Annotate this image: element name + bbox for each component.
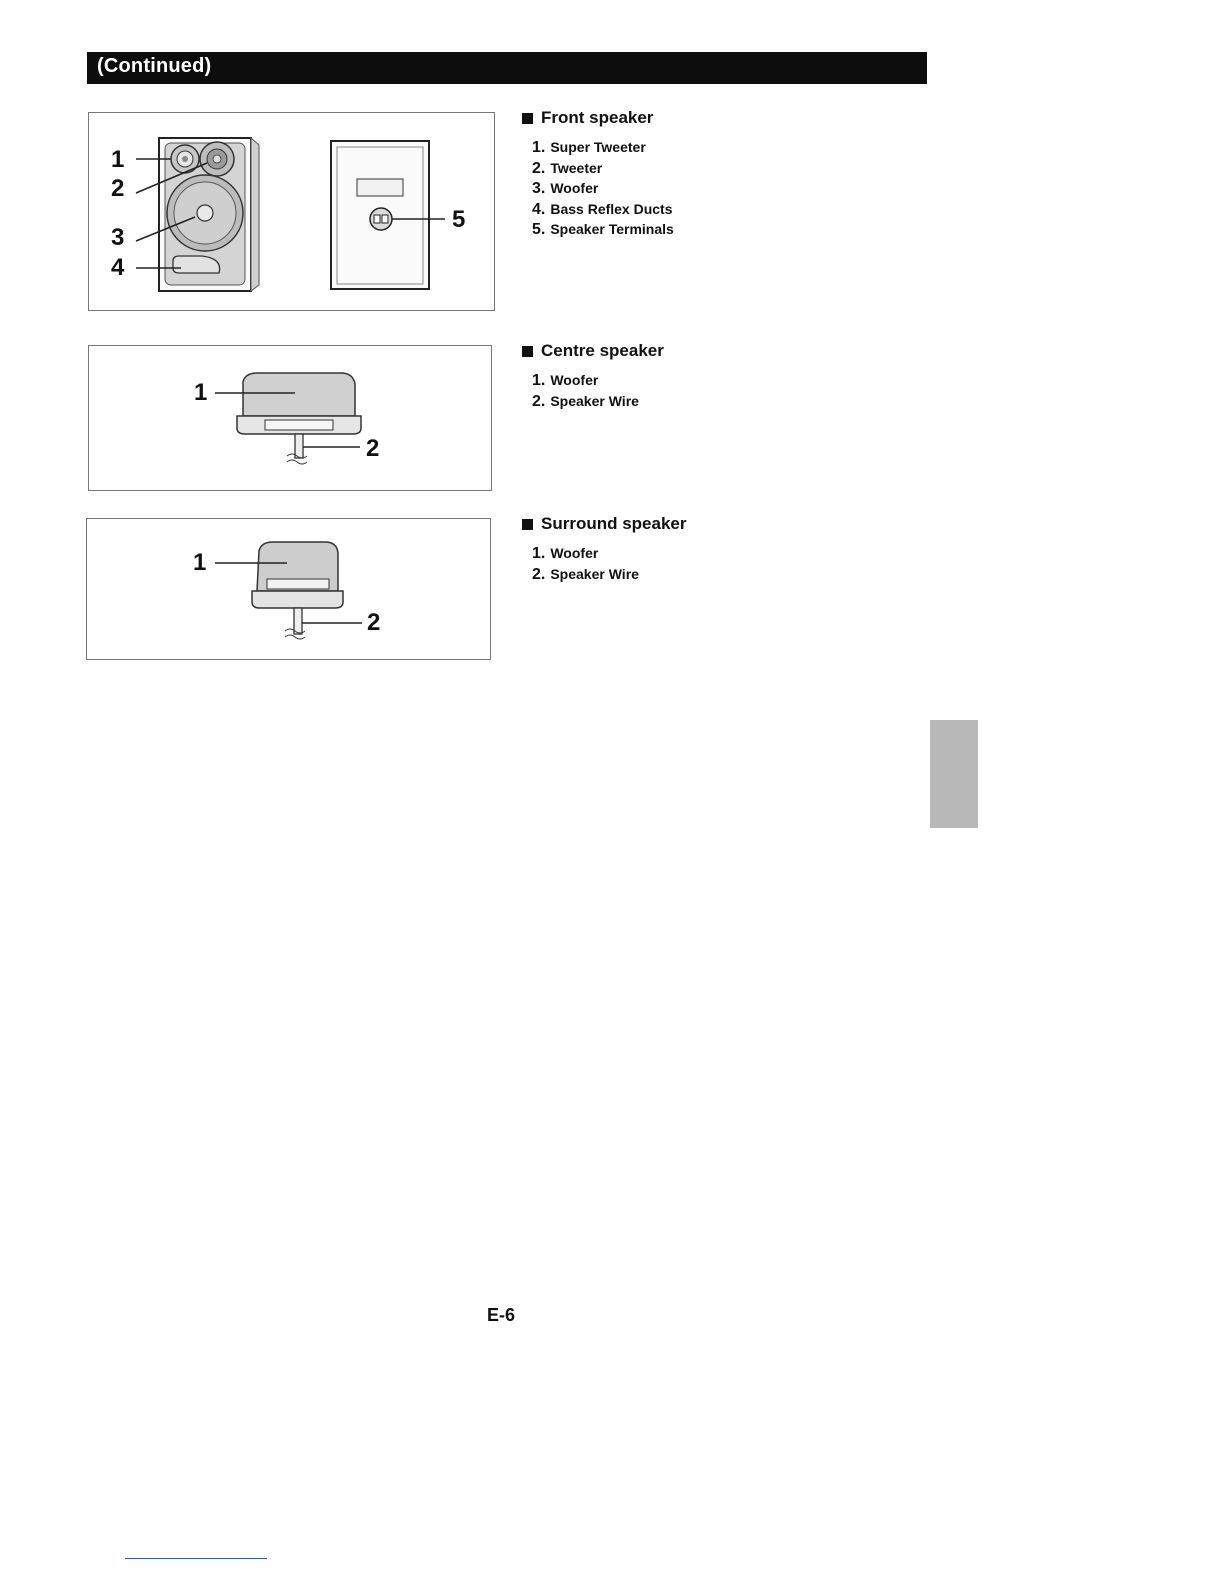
surround-speaker-parts-list [522,543,687,584]
square-bullet-icon [522,113,533,124]
header-bar [87,52,927,84]
square-bullet-icon [522,346,533,357]
callout-bass-reflex-duct: 4 [111,254,125,281]
list-item: 1. Super Tweeter [532,139,646,156]
front-speaker-heading: Front speaker [522,108,674,128]
section-thumb-tab [930,720,978,828]
centre-speaker-heading: Centre speaker [522,341,664,361]
list-item: 2. Tweeter [532,159,603,177]
footer-rule [125,1558,267,1559]
list-item: 3. Woofer [532,180,599,197]
list-item: 4. Bass Reflex Ducts [532,200,673,218]
list-item: 1. Woofer [532,372,599,389]
surround-speaker-figure [86,518,491,660]
front-speaker-parts-list [522,137,674,240]
list-item: 2. Speaker Wire [532,565,639,583]
callout-tweeter: 2 [111,175,125,202]
surround-speaker-drawing [87,519,490,659]
callout-speaker-terminals: 5 [452,206,466,233]
callout-woofer: 3 [111,224,125,251]
square-bullet-icon [522,519,533,530]
front-speaker-drawing [89,113,494,310]
centre-speaker-drawing [89,346,491,490]
centre-speaker-figure [88,345,492,491]
page-title: (Continued) [97,55,212,77]
callout-surround-woofer: 1 [193,549,207,576]
page-number: E-6 [487,1305,516,1325]
surround-speaker-section [522,514,687,584]
list-item: 5. Speaker Terminals [532,221,674,238]
surround-speaker-heading: Surround speaker [522,514,687,534]
callout-centre-speaker-wire: 2 [366,435,380,462]
list-item: 1. Woofer [532,545,599,562]
front-speaker-section [522,108,674,240]
callout-super-tweeter: 1 [111,146,125,173]
list-item: 2. Speaker Wire [532,392,639,410]
centre-speaker-section [522,341,664,411]
centre-speaker-parts-list [522,370,664,411]
callout-surround-speaker-wire: 2 [367,609,381,636]
front-speaker-figure [88,112,495,311]
callout-centre-woofer: 1 [194,379,208,406]
